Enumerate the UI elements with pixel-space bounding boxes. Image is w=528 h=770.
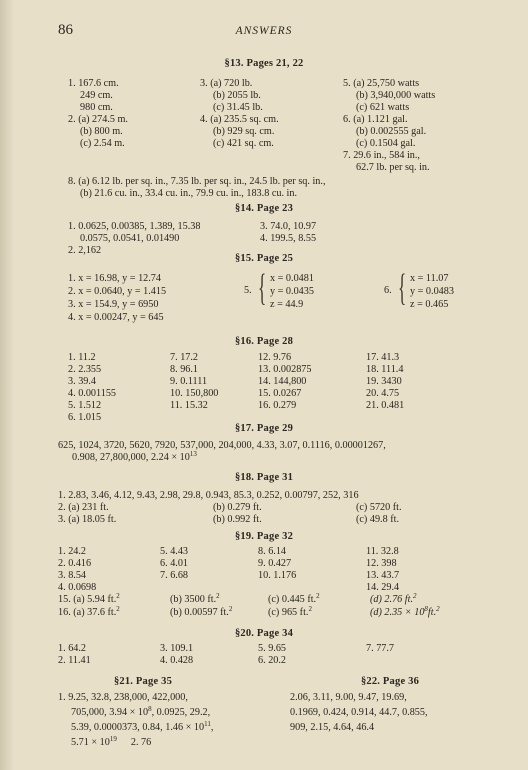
answer-line: 7. 77.7: [366, 643, 395, 654]
s15-item-5-number: 5.: [244, 285, 252, 296]
answer-line: 3. (a) 720 lb.: [200, 78, 253, 89]
answer-line: 4. 0.001155: [68, 388, 117, 399]
answer-line: 11. 15.32: [170, 400, 208, 411]
answer-line: 1. 9.25, 32.8, 238,000, 422,000,: [58, 692, 188, 703]
answer-line: (c) 31.45 lb.: [213, 102, 263, 113]
answer-line: 4. 199.5, 8.55: [260, 233, 317, 244]
answer-line: 12. 398: [366, 558, 397, 569]
answer-line: 5. (a) 25,750 watts: [343, 78, 420, 89]
s20-column-4: [366, 643, 394, 655]
exponent: 2: [216, 592, 220, 600]
s21-answers: [58, 690, 213, 750]
s19-item-15a: [58, 594, 120, 606]
answer-line: 9. 0.427: [258, 558, 292, 569]
answer-line: 5. 9.65: [258, 643, 287, 654]
answer-line: (b) 0.279 ft.: [213, 502, 262, 513]
answer-line: 909, 2.15, 4.64, 46.4: [290, 722, 375, 733]
answer-line: 10. 150,800: [170, 388, 219, 399]
answer-text: 2. 76: [130, 737, 152, 748]
s19-column-1: [58, 546, 96, 594]
answer-line: 8. 96.1: [170, 364, 199, 375]
left-brace-icon: {: [258, 267, 267, 309]
answer-line: 18. 111.4: [366, 364, 404, 375]
answer-line: 2.06, 3.11, 9.00, 9.47, 19.69,: [290, 692, 407, 703]
answer-line: 2. 11.41: [58, 655, 91, 666]
s15-column-3: [410, 272, 454, 311]
answer-line: 14. 29.4: [366, 582, 400, 593]
answer-text: ,: [210, 722, 214, 733]
exponent: 2: [116, 605, 120, 613]
answer-text: 16. (a) 37.6 ft.: [58, 607, 117, 618]
answer-text: 5.39, 0.0000373, 0.84, 1.46 × 10: [71, 722, 205, 733]
answer-line: [58, 705, 213, 720]
answer-line: 2. 2,162: [68, 245, 102, 256]
s19-item-16b: [170, 607, 232, 619]
answer-text: (b) 0.00597 ft.: [170, 607, 229, 618]
answer-line: 2. (a) 274.5 m.: [68, 114, 128, 125]
s15-column-2: [270, 272, 314, 311]
answer-line: z = 44.9: [270, 299, 304, 310]
answer-line: 2. 0.416: [58, 558, 92, 569]
answer-line: 8. 6.14: [258, 546, 287, 557]
answer-line: x = 0.0481: [270, 273, 314, 284]
answer-line: 2. 2.355: [68, 364, 102, 375]
exponent: 2: [413, 592, 417, 600]
s16-column-4: [366, 352, 404, 412]
answer-line: [58, 720, 213, 735]
answer-line: 3. x = 154.9, y = 6950: [68, 299, 159, 310]
answer-line: 7. 6.68: [160, 570, 189, 581]
answer-line: 17. 41.3: [366, 352, 400, 363]
s19-item-16d: [370, 607, 440, 619]
answer-line: 249 cm.: [80, 90, 113, 101]
s13-column-3: [343, 78, 435, 174]
answer-line: (b) 929 sq. cm.: [213, 126, 275, 137]
answer-line: 12. 9.76: [258, 352, 292, 363]
answer-line: 3. 8.54: [58, 570, 87, 581]
answer-line: 5. 1.512: [68, 400, 102, 411]
answer-line: 10. 1.176: [258, 570, 297, 581]
answer-text: 705,000, 3.94 × 10: [71, 707, 149, 718]
section-heading-14: §14. Page 23: [234, 203, 294, 214]
answer-line: 3. 109.1: [160, 643, 194, 654]
answer-line: x = 11.07: [410, 273, 449, 284]
section-heading-15: §15. Page 25: [234, 253, 294, 264]
answer-line: 3. (a) 18.05 ft.: [58, 514, 117, 525]
exponent: 2: [228, 605, 233, 613]
s16-column-2: [170, 352, 218, 412]
answer-line: 62.7 lb. per sq. in.: [356, 162, 430, 173]
answer-line: 1. 24.2: [58, 546, 87, 557]
answer-line: 4. 0.0698: [58, 582, 97, 593]
answer-line: (b) 2055 lb.: [213, 90, 261, 101]
section-heading-20: §20. Page 34: [234, 628, 294, 639]
answer-text: , 0.0925, 29.2,: [151, 707, 211, 718]
answer-line: 7. 29.6 in., 584 in.,: [343, 150, 420, 161]
answer-line: (c) 0.1504 gal.: [356, 138, 416, 149]
answer-line: 21. 0.481: [366, 400, 405, 411]
s13-column-2: [200, 78, 279, 150]
s16-column-3: [258, 352, 311, 412]
answer-line: 1. 0.0625, 0.00385, 1.389, 15.38: [68, 221, 201, 232]
s19-column-4: [366, 546, 399, 594]
section-heading-13: §13. Pages 21, 22: [224, 58, 304, 69]
s20-column-3: [258, 643, 286, 667]
page-number: 86: [58, 22, 73, 38]
s14-left: [68, 221, 200, 257]
s13-column-1: [68, 78, 128, 150]
answer-line: 20. 4.75: [366, 388, 400, 399]
s19-item-15b: [170, 594, 220, 606]
s18-line-1: 1. 2.83, 3.46, 4.12, 9.43, 2.98, 29.8, 0.943, 85.3, 0.252, 0.00797, 252, 316: [58, 490, 359, 501]
answer-line: 16. 0.279: [258, 400, 297, 411]
answer-text: 0.908, 27,800,000, 2.24 × 10: [72, 452, 190, 463]
s19-item-15d: [370, 594, 417, 606]
answer-line: (b) 800 m.: [80, 126, 123, 137]
answer-line: (c) 5720 ft.: [356, 502, 402, 513]
s15-column-1: [68, 272, 166, 324]
answer-line: 4. (a) 235.5 sq. cm.: [200, 114, 279, 125]
answer-line: 5. 4.43: [160, 546, 189, 557]
section-heading-18: §18. Page 31: [234, 472, 294, 483]
answer-line: 3. 74.0, 10.97: [260, 221, 317, 232]
answer-line: 6. 1.015: [68, 412, 102, 423]
answer-line: (b) 0.992 ft.: [213, 514, 262, 525]
exponent: 13: [189, 450, 197, 458]
s17-line-2: [72, 452, 197, 464]
s19-item-16c: [268, 607, 312, 619]
answer-line: 9. 0.1111: [170, 376, 208, 387]
s18-column-2: [213, 502, 262, 526]
answer-line: (b) 21.6 cu. in., 33.4 cu. in., 79.9 cu. in., 183.8 cu. in.: [80, 188, 298, 199]
s17-line-1: 625, 1024, 3720, 5620, 7920, 537,000, 204,000, 4.33, 3.07, 0.1116, 0.00001267,: [58, 440, 386, 451]
answer-line: 14. 144,800: [258, 376, 307, 387]
s15-item-6-number: 6.: [384, 285, 392, 296]
s20-column-2: [160, 643, 193, 667]
answer-line: 7. 17.2: [170, 352, 199, 363]
answer-text: (c) 965 ft.: [268, 607, 309, 618]
section-heading-19: §19. Page 32: [234, 531, 294, 542]
answer-line: (b) 3,940,000 watts: [356, 90, 436, 101]
answer-text: 5.71 × 10: [71, 737, 110, 748]
answer-line: (c) 49.8 ft.: [356, 514, 399, 525]
s18-column-1: [58, 502, 116, 526]
answer-line: 8. (a) 6.12 lb. per sq. in., 7.35 lb. per sq. in., 24.5 lb. per sq. in.,: [68, 176, 326, 187]
answer-line: 2. (a) 231 ft.: [58, 502, 109, 513]
answer-line: 6. (a) 1.121 gal.: [343, 114, 408, 125]
answer-line: 2. x = 0.0640, y = 1.415: [68, 286, 167, 297]
s13-item-8: [68, 176, 326, 200]
answer-line: 1. x = 16.98, y = 12.74: [68, 273, 161, 284]
exponent: 2: [116, 592, 120, 600]
s18-column-3: [356, 502, 402, 526]
answer-line: 1. 64.2: [58, 643, 87, 654]
answer-text: (b) 3500 ft.: [170, 594, 217, 605]
answer-line: 1. 167.6 cm.: [68, 78, 119, 89]
answer-line: (c) 421 sq. cm.: [213, 138, 274, 149]
running-head: ANSWERS: [235, 25, 293, 37]
section-heading-17: §17. Page 29: [234, 423, 294, 434]
left-brace-icon: {: [398, 267, 407, 309]
exponent: 8: [148, 705, 152, 713]
exponent: 19: [109, 735, 117, 743]
answer-text: (c) 0.445 ft.: [268, 594, 317, 605]
answer-line: 4. 0.428: [160, 655, 194, 666]
answer-line: y = 0.0483: [410, 286, 454, 297]
answer-line: (c) 2.54 m.: [80, 138, 125, 149]
section-heading-22: §22. Page 36: [360, 676, 420, 687]
answer-line: 0.1969, 0.424, 0.914, 44.7, 0.855,: [290, 707, 428, 718]
exponent: 8: [424, 605, 428, 613]
exponent: 11: [204, 720, 211, 728]
answer-line: (c) 621 watts: [356, 102, 410, 113]
s19-item-16a: [58, 607, 120, 619]
answer-text: (d) 2.76 ft.: [370, 594, 414, 605]
answer-line: y = 0.0435: [270, 286, 314, 297]
s16-column-1: [68, 352, 116, 424]
answer-line: 1. 11.2: [68, 352, 96, 363]
section-heading-21: §21. Page 35: [113, 676, 173, 687]
answer-line: 15. 0.0267: [258, 388, 302, 399]
s20-column-1: [58, 643, 91, 667]
answer-text: 15. (a) 5.94 ft.: [58, 594, 117, 605]
unit: ft.: [427, 607, 437, 618]
answer-line: 11. 32.8: [366, 546, 399, 557]
answer-text: (d) 2.35 × 10: [370, 607, 425, 618]
exponent: 2: [308, 605, 312, 613]
exponent: 2: [316, 592, 320, 600]
s19-column-2: [160, 546, 188, 582]
answer-line: z = 0.465: [410, 299, 449, 310]
answer-line: 3. 39.4: [68, 376, 97, 387]
answer-line: 0.0575, 0.0541, 0.01490: [80, 233, 180, 244]
s19-column-3: [258, 546, 296, 582]
answer-line: 6. 4.01: [160, 558, 189, 569]
s14-right: [260, 221, 316, 245]
answer-line: [58, 735, 213, 750]
answer-line: 13. 43.7: [366, 570, 400, 581]
answer-line: 980 cm.: [80, 102, 113, 113]
exponent: 2: [436, 605, 440, 613]
section-heading-16: §16. Page 28: [234, 336, 294, 347]
answer-line: (b) 0.002555 gal.: [356, 126, 427, 137]
s22-answers: [290, 690, 428, 735]
answer-line: 6. 20.2: [258, 655, 287, 666]
answer-line: 19. 3430: [366, 376, 402, 387]
answer-line: 13. 0.002875: [258, 364, 312, 375]
answer-line: 4. x = 0.00247, y = 645: [68, 312, 164, 323]
